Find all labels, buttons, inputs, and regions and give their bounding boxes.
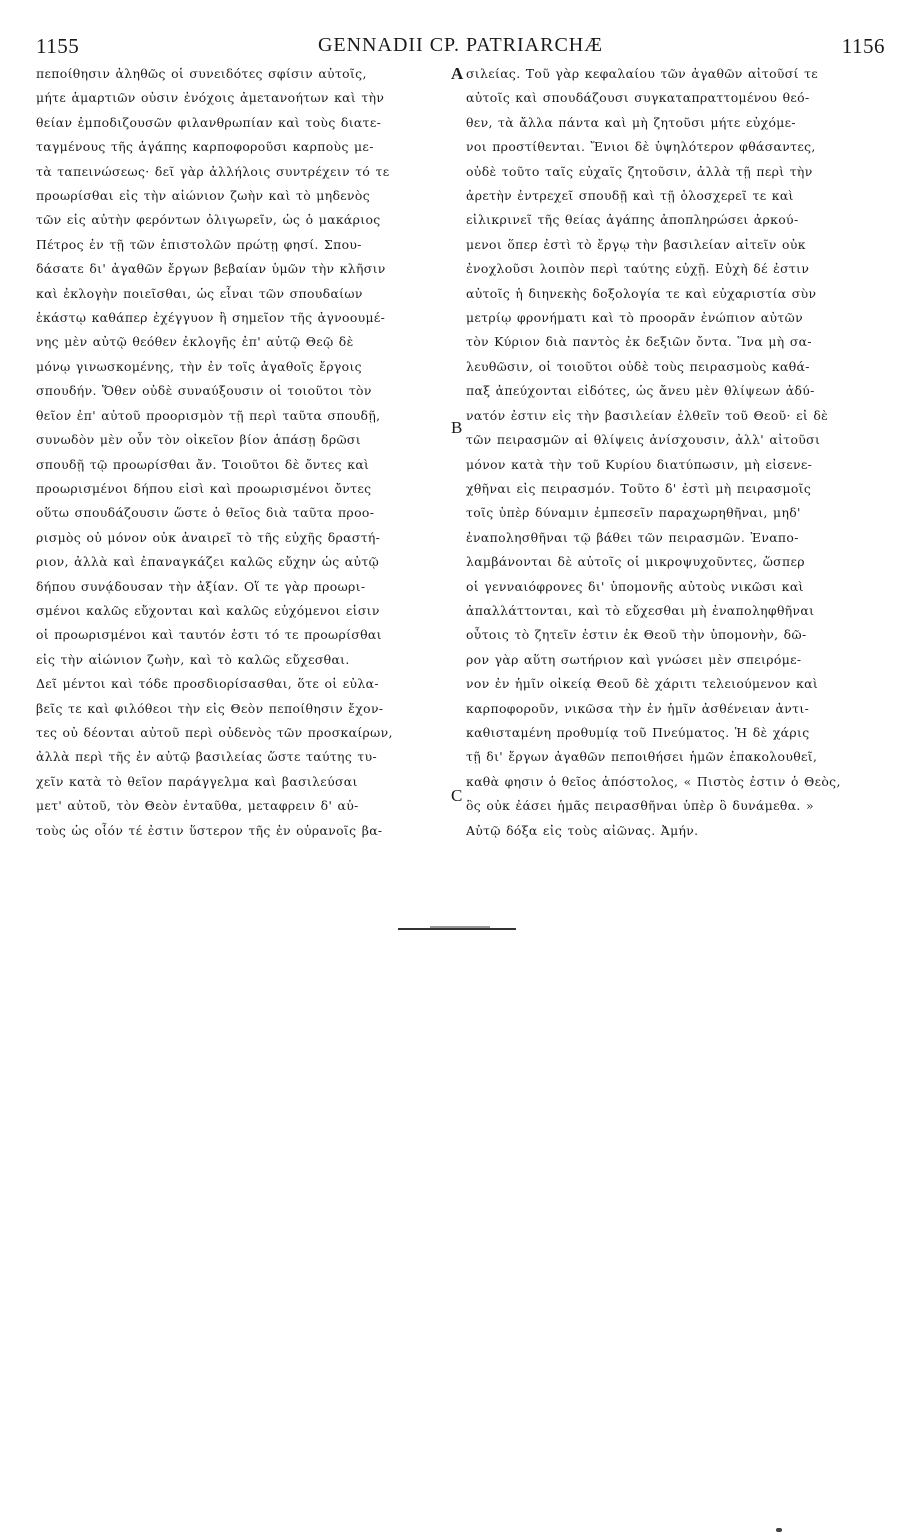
text-line: Αὐτῷ δόξα εἰς τοὺς αἰῶνας. Ἀμήν. — [466, 822, 699, 838]
text-line: ἐνοχλοῦσι λοιπὸν περὶ ταύτης εὐχῇ. Εὐχὴ δέ ἐστιν — [466, 261, 810, 277]
text-line: χθῆναι εἰς πειρασμόν. Τοῦτο δ' ἐστὶ μὴ πειρασμοῖς — [466, 480, 812, 496]
text-line: ταγμένους τῆς ἀγάπης καρποφοροῦσι καρποὺς με- — [36, 139, 374, 155]
text-line: τοὺς ὡς οἷόν τέ ἐστιν ὕστερον τῆς ἐν οὐρανοῖς βα- — [36, 822, 383, 838]
text-line: ρον γὰρ αὕτη σωτήριον καὶ γνώσει μὲν σπειρόμε- — [466, 651, 802, 667]
left-text-column — [36, 62, 448, 843]
text-line: συνωδὸν μὲν οὖν τὸν οἰκεῖον βίον ἁπάσῃ δρῶσι — [36, 432, 361, 448]
section-marker-c: C — [451, 786, 463, 805]
text-line: οὕτω σπουδάζουσιν ὥστε ὁ θεῖος διὰ ταῦτα προο- — [36, 505, 375, 521]
text-line: πεποίθησιν ἀληθῶς οἱ συνειδότες σφίσιν αὐτοῖς, — [36, 66, 367, 81]
text-line: μόνον κατὰ τὴν τοῦ Κυρίου διατύπωσιν, μὴ εἰσενε- — [466, 456, 813, 472]
text-line: νοι προστίθενται. Ἔνιοι δὲ ὑψηλότερον φθάσαντες, — [466, 139, 816, 155]
text-line: βεῖς τε καὶ φιλόθεοι τὴν εἰς Θεὸν πεποίθησιν ἔχον- — [36, 700, 384, 716]
running-title: GENNADII CP. PATRIARCHÆ — [317, 34, 604, 56]
right-text-column — [466, 62, 880, 843]
text-line: τοῖς ὑπὲρ δύναμιν ἐμπεσεῖν παραχωρηθῆναι, μηδ' — [466, 505, 801, 521]
text-line: νον ἐν ἡμῖν οἰκείᾳ Θεοῦ δὲ χάριτι τελειούμενον καὶ — [466, 676, 819, 692]
text-line: ὃς οὐκ ἐάσει ἡμᾶς πειρασθῆναι ὑπὲρ ὃ δυνάμεθα. » — [466, 798, 814, 814]
text-line: σπουδῇ τῷ προωρίσθαι ἄν. Τοιοῦτοι δὲ ὄντες καὶ — [36, 456, 370, 472]
text-line: μόνῳ γινωσκομένης, τὴν ἐν τοῖς ἀγαθοῖς ἔργοις — [36, 358, 362, 374]
text-line: λαμβάνονται δὲ αὐτοῖς οἱ μικροψυχοῦντες, ὥσπερ — [466, 554, 805, 570]
page-number-right: 1156 — [841, 34, 885, 58]
text-line: μήτε ἁμαρτιῶν οὐσιν ἐνόχοις ἀμετανοήτων καὶ τὴν — [36, 90, 385, 106]
text-line: λευθῶσιν, οἱ τοιοῦτοι οὐδὲ τοὺς πειρασμοὺς καθά- — [466, 358, 810, 374]
text-line: καὶ ἐκλογὴν ποιεῖσθαι, ὡς εἶναι τῶν σπουδαίων — [36, 285, 363, 301]
text-line: τῶν εἰς αὐτὴν φερόντων ὀλιγωρεῖν, ὡς ὁ μακάριος — [36, 212, 381, 228]
text-line: καρποφοροῦν, νικῶσα τὴν ἐν ἡμῖν ἀσθένειαν ἀντι- — [466, 700, 810, 716]
text-line: δήπου συνᾴδουσαν τὴν ἀξίαν. Οἵ τε γὰρ προωρι- — [36, 578, 366, 594]
text-line: μετρίῳ φρονήματι καὶ τὸ προορᾶν ἐνώπιον αὐτῶν — [466, 310, 803, 326]
text-line: οὗτοις τὸ ζητεῖν ἐστιν ἐκ Θεοῦ τὴν ὑπομονὴν, δῶ- — [466, 627, 807, 643]
print-speck — [776, 1528, 782, 1532]
text-line: νης μὲν αὐτῷ θεόθεν ἐκλογῆς ἐπ' αὐτῷ Θεῷ δὲ — [36, 334, 354, 350]
text-line: τὸν Κύριον διὰ παντὸς ἐκ δεξιῶν ὄντα. Ἵνα μὴ σα- — [466, 334, 812, 350]
text-line: Δεῖ μέντοι καὶ τόδε προσδιορίσασθαι, ὅτε οἱ εὐλα- — [36, 676, 379, 692]
text-line: μετ' αὐτοῦ, τὸν Θεὸν ἐνταῦθα, μεταφρειν δ' αὐ- — [36, 798, 359, 814]
text-line: Πέτρος ἐν τῇ τῶν ἐπιστολῶν πρώτῃ φησί. Σπου- — [36, 236, 362, 252]
text-line: οὐδὲ τοῦτο ταῖς εὐχαῖς ζητοῦσιν, ἀλλὰ τῇ περὶ τὴν — [466, 163, 813, 179]
text-line: αὐτοῖς ἡ διηνεκὴς δοξολογία τε καὶ εὐχαριστία σὺν — [466, 285, 817, 301]
text-line: θείαν ἐμποδιζουσῶν φιλανθρωπίαν καὶ τοὺς διατε- — [36, 114, 382, 130]
text-line: σιλείας. Τοῦ γὰρ κεφαλαίου τῶν ἀγαθῶν αἰτοῦσί τε — [466, 66, 819, 81]
text-line: θεν, τὰ ἄλλα πάντα καὶ μὴ ζητοῦσι μήτε εὐχόμε- — [466, 114, 796, 130]
text-line: ἑκάστῳ καθάπερ ἐχέγγυον ἢ σημεῖον τῆς ἀγνοουμέ- — [36, 310, 386, 326]
text-line: ἀλλὰ περὶ τῆς ἐν αὐτῷ βασιλείας ὥστε ταύτης τυ- — [36, 749, 378, 765]
text-line: νατόν ἐστιν εἰς τὴν βασιλείαν ἐλθεῖν τοῦ Θεοῦ· εἰ δὲ — [466, 407, 829, 423]
text-line: τες οὐ δέονται αὐτοῦ περὶ οὐδενὸς τῶν προσκαίρων, — [36, 724, 393, 740]
text-line: χεῖν κατὰ τὸ θεῖον παράγγελμα καὶ βασιλεύσαι — [36, 773, 358, 789]
text-line: παξ ἀπεύχονται εἰδότες, ὡς ἄνευ μὲν θλίψεων ἀδύ- — [466, 383, 815, 399]
end-divider-rule — [398, 928, 516, 930]
text-line: προωρισμένοι δήπου εἰσὶ καὶ προωρισμένοι ὄντες — [36, 480, 372, 496]
text-line: προωρίσθαι εἰς τὴν αἰώνιον ζωὴν καὶ τὸ μηδενὸς — [36, 188, 371, 204]
section-marker-a: A — [451, 64, 464, 83]
text-line: ἀρετὴν ἐντρεχεῖ σπουδῇ καὶ τῇ ὁλοσχερεῖ τε καὶ — [466, 188, 794, 204]
text-line: σμένοι καλῶς εὔχονται καὶ καλῶς εὐχόμενοι εἰσιν — [36, 602, 380, 618]
text-line: ρισμὸς οὐ μόνον οὐκ ἀναιρεῖ τὸ τῆς εὐχῆς δραστή- — [36, 529, 381, 545]
section-marker-b: B — [451, 418, 463, 437]
text-line: δάσατε δι' ἀγαθῶν ἔργων βεβαίαν ὑμῶν τὴν κλῆσιν — [36, 261, 386, 277]
text-line: τῶν πειρασμῶν αἱ θλίψεις ἀνίσχουσιν, ἀλλ' αἰτοῦσι — [466, 432, 821, 448]
text-line: ἀπαλλάττονται, καὶ τὸ εὔχεσθαι μὴ ἐναποληφθῆναι — [466, 602, 815, 618]
text-line: θεῖον ἐπ' αὐτοῦ προορισμὸν τῇ περὶ ταῦτα σπουδῇ, — [36, 407, 381, 423]
text-line: οἱ προωρισμένοι καὶ ταυτόν ἐστι τό τε προωρίσθαι — [36, 627, 382, 643]
text-line: αὐτοῖς καὶ σπουδάζουσι συγκαταπραττομένου θεό- — [466, 90, 810, 106]
text-line: σπουδήν. Ὅθεν οὐδὲ συναύξουσιν οἱ τοιοῦτοι τὸν — [36, 383, 372, 399]
text-line: οἱ γενναιόφρονες δι' ὑπομονῆς αὐτοὺς νικῶσι καὶ — [466, 578, 804, 594]
text-line: τὰ ταπεινώσεως· δεῖ γὰρ ἀλλήλοις συντρέχειν τό τε — [36, 163, 390, 179]
page-number-left: 1155 — [36, 34, 80, 58]
text-line: εἰς τὴν αἰώνιον ζωὴν, καὶ τὸ καλῶς εὔχεσθαι. — [36, 651, 350, 667]
text-line: καθισταμένη προθυμίᾳ τοῦ Πνεύματος. Ἡ δὲ χάρις — [466, 724, 810, 740]
text-line: καθὰ φησιν ὁ θεῖος ἀπόστολος, « Πιστὸς ἐστιν ὁ Θεὸς, — [466, 773, 841, 789]
text-line: ἐναπολησθῆναι τῷ βάθει τῶν πειρασμῶν. Ἐναπο- — [466, 529, 799, 545]
text-line: μενοι ὅπερ ἐστὶ τὸ ἔργῳ τὴν βασιλείαν αἰτεῖν οὐκ — [466, 236, 806, 252]
page-header — [36, 30, 885, 60]
text-line: εἰλικρινεῖ τῆς θείας ἀγάπης ἀποπληρώσει ἀρκού- — [466, 212, 799, 228]
text-line: τῇ δι' ἔργων ἀγαθῶν πεποιθήσει ἡμῶν ἐπακολουθεῖ, — [466, 749, 818, 765]
text-line: ριον, ἀλλὰ καὶ ἐπαναγκάζει καλῶς εὔχην ὡς αὐτῷ — [36, 554, 380, 570]
end-divider-ornament — [430, 926, 490, 928]
